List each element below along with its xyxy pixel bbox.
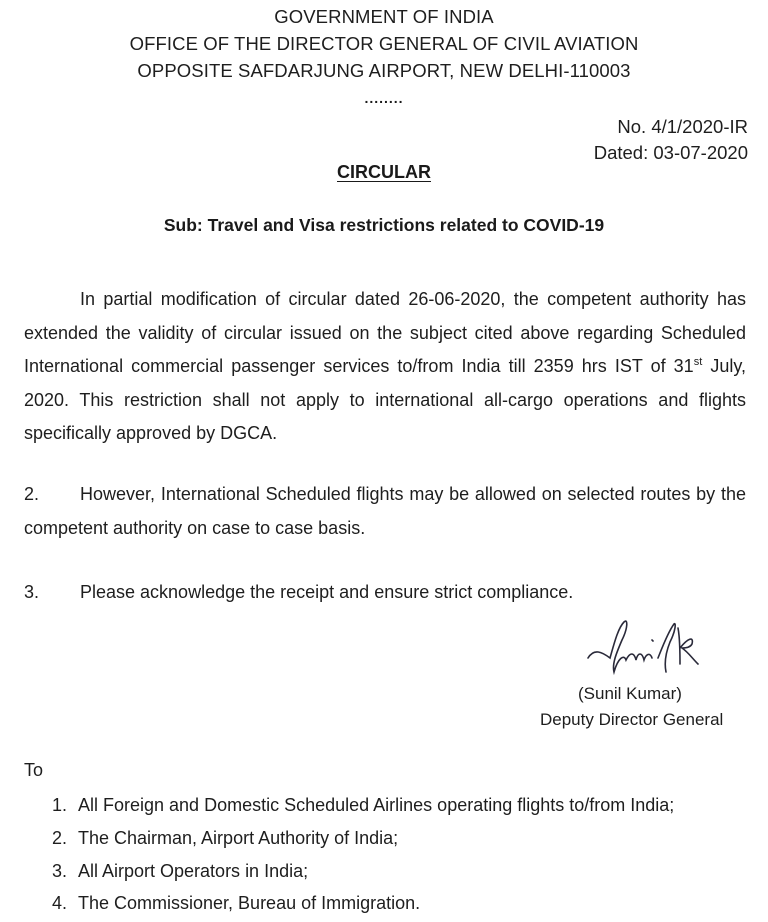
header-separator: ........ (364, 90, 404, 106)
subject-line: Sub: Travel and Visa restrictions related to COVID-19 (163, 215, 605, 235)
paragraph-1-text-a: In partial modification of circular dated 26-06-2020, the competent authority has extended the validity of circular issued on the subject cited above regarding Scheduled International commercial passenger services to/from India till 2359 hrs IST of 31 (24, 289, 746, 376)
paragraph-2-number: 2. (24, 484, 40, 504)
document-title (0, 162, 768, 183)
paragraph-2-text: However, International Scheduled flights may be allowed on selected routes by the competent authority on case to case basis. (24, 484, 746, 538)
paragraph-3 (24, 576, 746, 610)
signatory-name: (Sunil Kumar) (578, 684, 682, 703)
paragraph-3-text: Please acknowledge the receipt and ensure strict compliance. (80, 582, 574, 602)
paragraph-3-number: 3. (24, 582, 40, 602)
header-office: OFFICE OF THE DIRECTOR GENERAL OF CIVIL AVIATION (129, 33, 639, 54)
recipient-number: 4. (52, 893, 68, 913)
paragraph-1-superscript: st (693, 356, 703, 368)
paragraph-1-text-b: July, 2020. This restriction shall not apply to international all-cargo operations and flights specifically approved by DGCA. (24, 356, 746, 443)
header-address: OPPOSITE SAFDARJUNG AIRPORT, NEW DELHI-110003 (137, 60, 631, 81)
recipient-item (52, 795, 674, 816)
recipient-item (52, 861, 308, 882)
signature-image (580, 618, 720, 680)
signatory-designation: Deputy Director General (540, 710, 724, 729)
recipient-item (52, 828, 398, 849)
recipient-text: The Chairman, Airport Authority of India; (78, 828, 399, 848)
recipient-number: 2. (52, 828, 68, 848)
recipient-item (52, 893, 420, 914)
recipient-number: 3. (52, 861, 68, 881)
recipients-label: To (24, 760, 44, 780)
header-government: GOVERNMENT OF INDIA (274, 6, 494, 27)
paragraph-1 (24, 283, 746, 451)
recipient-number: 1. (52, 795, 68, 815)
recipient-text: The Commissioner, Bureau of Immigration. (78, 893, 421, 913)
paragraph-2 (24, 478, 746, 545)
reference-date: Dated: 03-07-2020 (593, 142, 748, 163)
document-title-text: CIRCULAR (337, 162, 431, 182)
recipient-text: All Foreign and Domestic Scheduled Airlines operating flights to/from India; (78, 795, 675, 815)
recipient-text: All Airport Operators in India; (78, 861, 309, 881)
reference-number: No. 4/1/2020-IR (617, 116, 748, 137)
